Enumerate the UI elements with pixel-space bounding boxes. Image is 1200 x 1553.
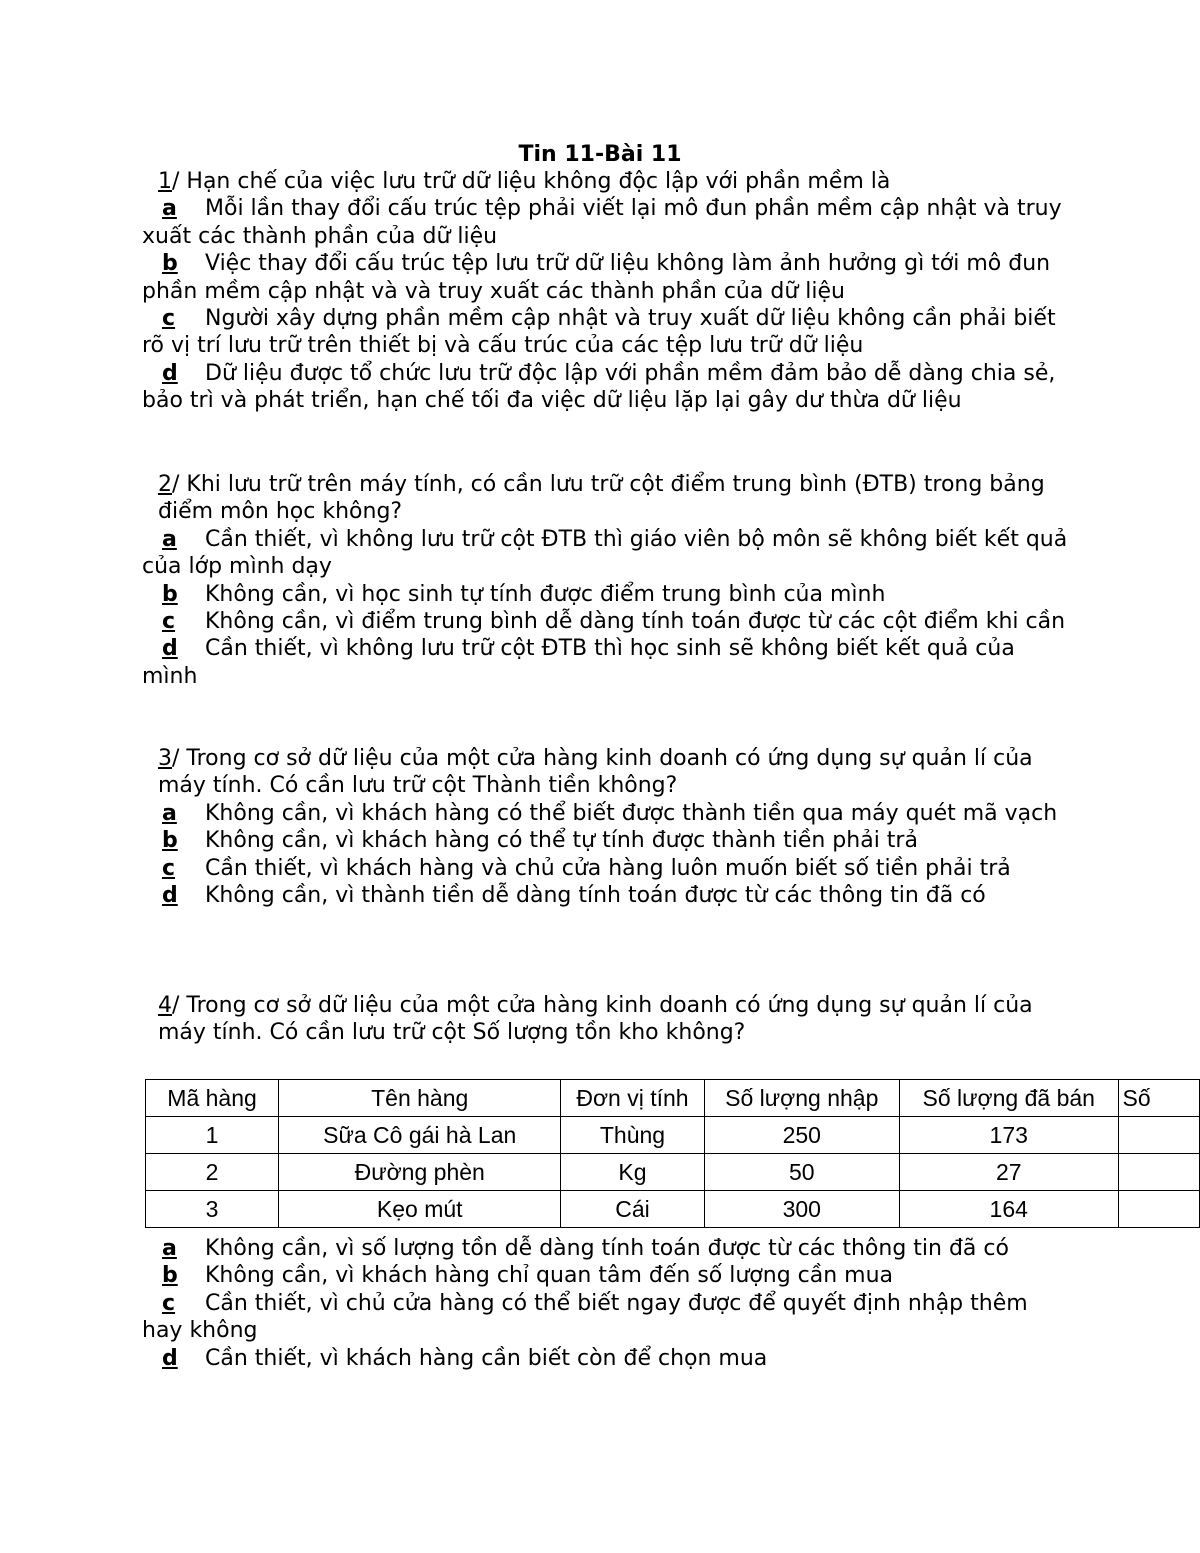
table-header: Đơn vị tính: [561, 1080, 704, 1117]
table-cell: 27: [899, 1154, 1118, 1191]
option-text: Không cần, vì số lượng tồn dễ dàng tính toán được từ các thông tin đã có: [205, 1236, 1009, 1261]
table-cell: Thùng: [561, 1117, 704, 1154]
option-letter: d: [162, 883, 178, 909]
page-title: Tin 11-Bài 11: [518, 142, 682, 167]
table-header: Số lượng đã bán: [899, 1080, 1118, 1117]
table-cell: [1118, 1117, 1199, 1154]
table-cell: 3: [146, 1191, 279, 1228]
table-cell: Kẹo mút: [279, 1191, 561, 1228]
option-text: Không cần, vì khách hàng chỉ quan tâm đến số lượng cần mua: [205, 1263, 894, 1289]
option-text: Cần thiết, vì không lưu trữ cột ĐTB thì giáo viên bộ môn sẽ không biết kết quả của lớp mình dạy: [142, 526, 1068, 580]
table-cell: 300: [704, 1191, 899, 1228]
option-text: Dữ liệu được tổ chức lưu trữ độc lập với phần mềm đảm bảo dễ dàng chia sẻ, bảo trì và phát triển, hạn chế tối đa việc dữ liệu lặp lại gây dư thừa dữ liệu: [142, 360, 1056, 414]
table-header: Mã hàng: [146, 1080, 279, 1117]
option: [142, 1290, 1072, 1345]
table-cell: 173: [899, 1117, 1118, 1154]
table-cell: 50: [704, 1154, 899, 1191]
option-text: Không cần, vì khách hàng có thể biết được thành tiền qua máy quét mã vạch: [205, 800, 1058, 826]
option-text: Không cần, vì khách hàng có thể tự tính được thành tiền phải trả: [205, 828, 918, 854]
option-letter: d: [162, 360, 178, 386]
table-row: [146, 1117, 1200, 1154]
question-text: / Khi lưu trữ trên máy tính, có cần lưu trữ cột điểm trung bình (ĐTB) trong bảng điểm môn học không?: [158, 472, 1045, 525]
table-header: Số: [1118, 1080, 1199, 1117]
option-letter: b: [162, 828, 178, 854]
question-number: 2: [158, 472, 172, 497]
option-text: Không cần, vì điểm trung bình dễ dàng tính toán được từ các cột điểm khi cần: [205, 609, 1066, 635]
option-text: Mỗi lần thay đổi cấu trúc tệp phải viết lại mô đun phần mềm cập nhật và truy xuất các thành phần của dữ liệu: [142, 196, 1062, 249]
option-text: Không cần, vì học sinh tự tính được điểm trung bình của mình: [205, 581, 886, 607]
option-text: Cần thiết, vì không lưu trữ cột ĐTB thì học sinh sẽ không biết kết quả của mình: [142, 636, 1015, 689]
question-number: 3: [158, 746, 172, 771]
table-row: [146, 1154, 1200, 1191]
option-text: Cần thiết, vì chủ cửa hàng có thể biết ngay được để quyết định nhập thêm hay không: [142, 1290, 1028, 1344]
table-cell: Kg: [561, 1154, 704, 1191]
table-cell: [1118, 1191, 1199, 1228]
question-text: / Hạn chế của việc lưu trữ dữ liệu không độc lập với phần mềm là: [172, 169, 891, 194]
option-letter: c: [162, 855, 176, 881]
table-cell: Sữa Cô gái hà Lan: [279, 1117, 561, 1154]
option-text: Không cần, vì thành tiền dễ dàng tính toán được từ các thông tin đã có: [205, 883, 986, 909]
table-cell: 2: [146, 1154, 279, 1191]
question-4-options: [142, 1235, 1072, 1372]
table-cell: 164: [899, 1191, 1118, 1228]
option-letter: d: [162, 1345, 178, 1371]
table-header: Tên hàng: [279, 1080, 561, 1117]
option-letter: c: [162, 609, 176, 635]
table-cell: 250: [704, 1117, 899, 1154]
option: [142, 1262, 1072, 1289]
option-text: Người xây dựng phần mềm cập nhật và truy xuất dữ liệu không cần phải biết rõ vị trí lưu trữ trên thiết bị và cấu trúc của các tệp lưu trữ dữ liệu: [142, 306, 1056, 359]
option-text: Cần thiết, vì khách hàng cần biết còn để chọn mua: [205, 1345, 768, 1371]
table-row: [146, 1191, 1200, 1228]
option-letter: a: [162, 526, 177, 552]
table-cell: 1: [146, 1117, 279, 1154]
option: [142, 1235, 1072, 1262]
option: [142, 1345, 1072, 1372]
option-letter: d: [162, 636, 178, 662]
option-letter: c: [162, 1290, 176, 1316]
question-text: / Trong cơ sở dữ liệu của một cửa hàng kinh doanh có ứng dụng sự quản lí của máy tính. Có cần lưu trữ cột Số lượng tồn kho không?: [158, 993, 1033, 1046]
question-number: 4: [158, 993, 172, 1018]
option-letter: b: [162, 1263, 178, 1289]
option-letter: a: [162, 196, 177, 222]
question-number: 1: [158, 169, 172, 194]
option-text: Cần thiết, vì khách hàng và chủ cửa hàng luôn muốn biết số tiền phải trả: [205, 855, 1011, 881]
table-cell: [1118, 1154, 1199, 1191]
table-cell: Đường phèn: [279, 1154, 561, 1191]
option-letter: a: [162, 1236, 177, 1261]
question-text: / Trong cơ sở dữ liệu của một cửa hàng kinh doanh có ứng dụng sự quản lí của máy tính. Có cần lưu trữ cột Thành tiền không?: [158, 746, 1033, 799]
option-text: Việc thay đổi cấu trúc tệp lưu trữ dữ liệu không làm ảnh hưởng gì tới mô đun phần mềm cập nhật và và truy xuất các thành phần của dữ liệu: [142, 251, 1051, 304]
table-cell: Cái: [561, 1191, 704, 1228]
option-letter: a: [162, 800, 177, 826]
option-letter: b: [162, 581, 178, 607]
option-letter: c: [162, 306, 176, 332]
option-letter: b: [162, 251, 178, 277]
inventory-table: [145, 1079, 1200, 1228]
table-header: Số lượng nhập: [704, 1080, 899, 1117]
table-header-row: [146, 1080, 1200, 1117]
